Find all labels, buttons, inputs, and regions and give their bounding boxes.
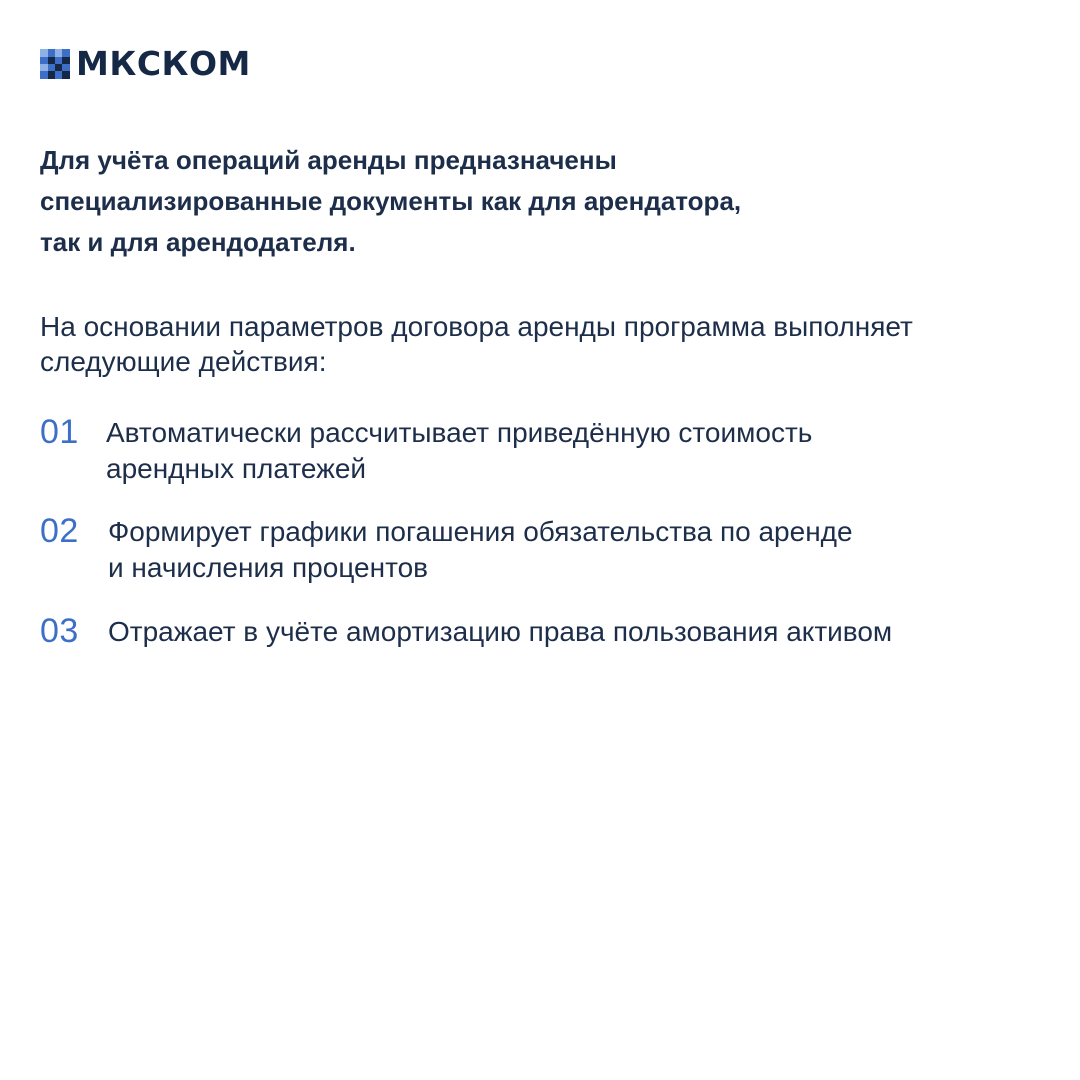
item-text-line: Формирует графики погашения обязательства по аренде bbox=[108, 516, 853, 547]
headline-line: Для учёта операций аренды предназначены bbox=[40, 145, 617, 175]
item-number: 01 bbox=[40, 413, 79, 451]
item-number: 03 bbox=[40, 612, 79, 650]
item-text bbox=[106, 415, 812, 487]
logo-mark-icon bbox=[40, 49, 70, 79]
logo bbox=[40, 46, 251, 82]
logo-wordmark: МКСКОМ bbox=[76, 44, 251, 83]
item-text-line: и начисления процентов bbox=[108, 552, 429, 583]
headline-line: так и для арендодателя. bbox=[40, 227, 356, 257]
item-text bbox=[108, 614, 892, 650]
item-text-line: арендных платежей bbox=[106, 453, 367, 484]
item-number: 02 bbox=[40, 512, 79, 550]
headline-line: специализированные документы как для арендатора, bbox=[40, 186, 742, 216]
item-text-line: Отражает в учёте амортизацию права пользования активом bbox=[108, 616, 893, 647]
item-text-line: Автоматически рассчитывает приведённую стоимость bbox=[106, 417, 813, 448]
item-text bbox=[108, 514, 853, 586]
intro-line: следующие действия: bbox=[40, 346, 327, 377]
intro-paragraph bbox=[40, 309, 1050, 379]
intro-line: На основании параметров договора аренды программа выполняет bbox=[40, 311, 913, 342]
headline bbox=[40, 140, 1040, 263]
